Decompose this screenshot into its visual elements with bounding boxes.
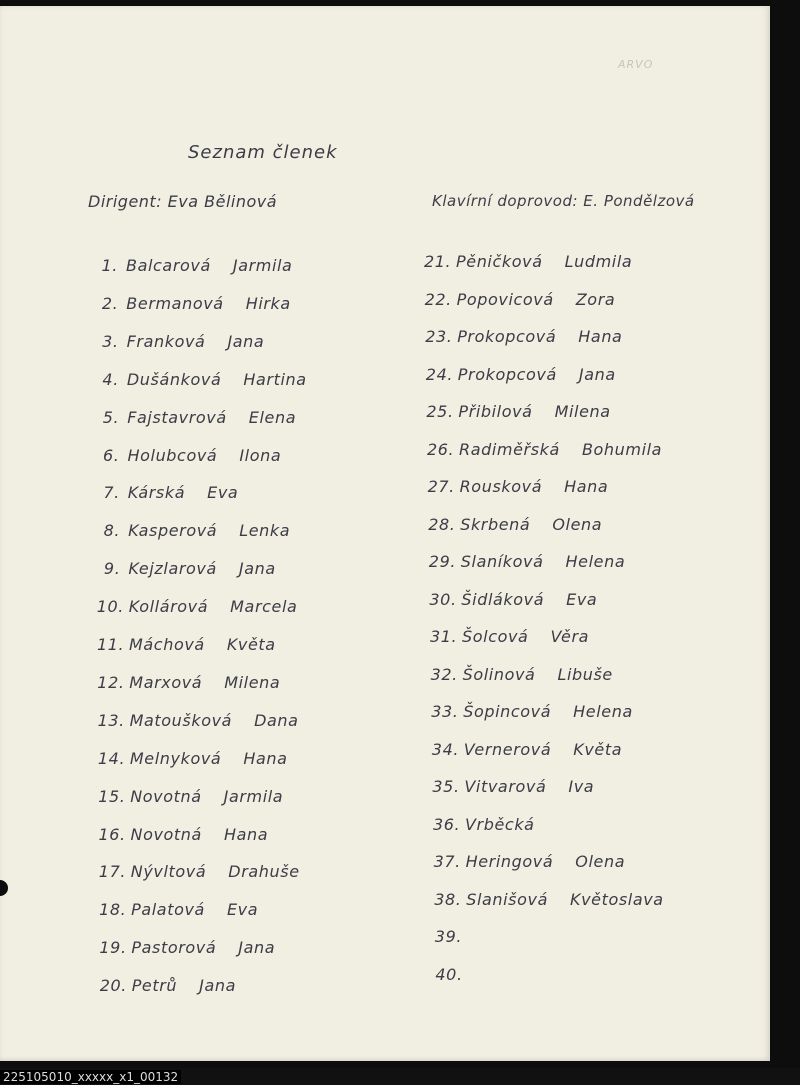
member-given-name: Jana bbox=[238, 559, 276, 579]
member-number: 25. bbox=[426, 402, 454, 421]
member-given-name: Květa bbox=[226, 635, 276, 654]
member-row bbox=[426, 402, 610, 421]
member-surname: Přibilová bbox=[458, 402, 533, 421]
member-row bbox=[428, 515, 602, 534]
member-number: 37. bbox=[433, 852, 461, 871]
member-surname: Heringová bbox=[465, 852, 554, 871]
member-surname: Franková bbox=[126, 331, 206, 351]
member-surname: Vernerová bbox=[463, 739, 552, 759]
member-row bbox=[99, 938, 275, 957]
member-number: 21. bbox=[424, 252, 452, 271]
member-given-name: Eva bbox=[207, 483, 239, 503]
member-surname: Matoušková bbox=[129, 710, 233, 730]
member-number: 28. bbox=[428, 514, 456, 534]
member-row bbox=[96, 446, 282, 465]
conductor-line: Dirigent: Eva Bělinová bbox=[88, 192, 278, 211]
member-row bbox=[95, 332, 265, 351]
member-number: 23. bbox=[425, 327, 453, 346]
member-surname: Radiměřská bbox=[459, 439, 560, 459]
member-row bbox=[434, 890, 664, 909]
member-number: 32. bbox=[430, 664, 458, 684]
member-row bbox=[95, 370, 307, 389]
member-surname: Slaníková bbox=[460, 552, 544, 571]
member-row bbox=[97, 597, 298, 616]
member-surname: Balcarová bbox=[126, 256, 211, 275]
member-number: 26. bbox=[427, 439, 455, 459]
member-row bbox=[95, 408, 296, 427]
member-row bbox=[424, 252, 632, 271]
member-row bbox=[97, 673, 280, 692]
member-row bbox=[432, 740, 622, 759]
member-given-name: Věra bbox=[550, 627, 590, 646]
member-given-name: Zora bbox=[575, 289, 616, 309]
member-given-name: Květoslava bbox=[569, 889, 664, 909]
member-number: 5. bbox=[102, 407, 120, 427]
member-number: 8. bbox=[103, 521, 121, 541]
member-given-name: Jarmila bbox=[223, 786, 284, 806]
member-number: 35. bbox=[432, 777, 460, 796]
member-given-name: Květa bbox=[573, 739, 623, 759]
member-row bbox=[430, 627, 589, 646]
member-surname: Petrů bbox=[131, 976, 178, 996]
member-row bbox=[94, 256, 292, 275]
member-surname: Nývltová bbox=[130, 862, 207, 882]
member-number: 1. bbox=[101, 256, 118, 275]
member-given-name: Hirka bbox=[245, 293, 291, 313]
member-given-name: Jana bbox=[578, 364, 616, 384]
member-given-name: Hartina bbox=[243, 369, 307, 389]
member-row bbox=[428, 477, 609, 496]
member-number: 16. bbox=[98, 824, 126, 844]
member-number: 24. bbox=[425, 364, 454, 384]
member-row bbox=[435, 965, 489, 984]
member-given-name: Jarmila bbox=[232, 256, 293, 275]
member-given-name: Hana bbox=[223, 824, 269, 844]
document-page bbox=[0, 6, 770, 1061]
member-row bbox=[99, 825, 269, 844]
member-given-name: Ludmila bbox=[564, 252, 633, 271]
member-given-name: Milena bbox=[224, 672, 281, 692]
member-row bbox=[96, 559, 275, 578]
member-given-name: Lenka bbox=[239, 521, 291, 541]
member-given-name: Hana bbox=[243, 748, 288, 768]
member-given-name: Helena bbox=[573, 702, 633, 721]
member-number: 7. bbox=[103, 483, 120, 503]
member-given-name: Jana bbox=[199, 976, 237, 996]
member-surname: Melnyková bbox=[129, 748, 222, 768]
member-surname: Prokopcová bbox=[457, 364, 557, 384]
member-given-name: Elena bbox=[248, 407, 297, 427]
member-row bbox=[434, 852, 626, 871]
member-row bbox=[427, 440, 662, 459]
member-number: 19. bbox=[99, 938, 127, 958]
member-row bbox=[100, 976, 236, 995]
member-number: 18. bbox=[99, 900, 127, 920]
member-row bbox=[99, 862, 300, 881]
member-surname: Rousková bbox=[459, 477, 543, 496]
document-title: Seznam členek bbox=[188, 142, 338, 163]
member-number: 27. bbox=[427, 477, 455, 496]
member-surname: Novotná bbox=[130, 824, 202, 844]
archive-mark: ARVO bbox=[618, 58, 654, 71]
member-row bbox=[426, 365, 616, 384]
member-given-name: Eva bbox=[226, 900, 259, 920]
member-number: 14. bbox=[97, 748, 126, 768]
member-number: 11. bbox=[97, 635, 125, 654]
member-number: 13. bbox=[97, 710, 125, 730]
member-surname: Palatová bbox=[131, 900, 205, 920]
member-surname: Šolinová bbox=[462, 664, 536, 684]
member-surname: Fajstavrová bbox=[127, 407, 227, 427]
member-number: 31. bbox=[430, 627, 458, 646]
member-row bbox=[432, 777, 594, 796]
member-given-name: Drahuše bbox=[228, 862, 300, 882]
member-row bbox=[96, 483, 239, 502]
member-surname: Skrbená bbox=[460, 514, 531, 534]
member-given-name: Marcela bbox=[230, 597, 298, 617]
member-surname: Pastorová bbox=[131, 938, 217, 958]
image-identifier: 225105010_xxxxx_x1_00132 bbox=[0, 1070, 181, 1084]
member-given-name: Bohumila bbox=[581, 439, 663, 459]
member-row bbox=[96, 521, 290, 540]
member-number: 15. bbox=[98, 786, 126, 806]
member-row bbox=[425, 327, 622, 346]
member-number: 6. bbox=[103, 445, 120, 465]
member-surname: Máchová bbox=[129, 635, 205, 654]
member-number: 20. bbox=[99, 976, 127, 996]
member-given-name: Jana bbox=[238, 938, 276, 958]
member-row bbox=[431, 702, 633, 721]
member-surname: Šidláková bbox=[461, 589, 545, 609]
member-row bbox=[98, 787, 283, 806]
member-number: 34. bbox=[431, 739, 460, 759]
member-surname: Popovicová bbox=[456, 289, 554, 309]
member-surname: Bermanová bbox=[126, 293, 224, 313]
accompanist-line: Klavírní doprovod: E. Pondělzová bbox=[432, 192, 695, 210]
member-number: 2. bbox=[101, 293, 119, 313]
member-surname: Šolcová bbox=[462, 627, 529, 646]
member-given-name: Dana bbox=[254, 710, 299, 730]
member-given-name: Libuše bbox=[557, 664, 613, 684]
member-number: 10. bbox=[96, 597, 124, 617]
member-row bbox=[435, 927, 489, 946]
member-row bbox=[431, 665, 613, 684]
member-given-name: Helena bbox=[565, 552, 626, 571]
member-row bbox=[425, 290, 616, 309]
member-surname: Kárská bbox=[127, 483, 186, 503]
member-number: 40. bbox=[435, 964, 463, 984]
member-number: 29. bbox=[428, 552, 457, 571]
member-surname: Prokopcová bbox=[457, 327, 557, 346]
member-number: 22. bbox=[424, 289, 452, 309]
member-number: 9. bbox=[103, 559, 121, 579]
member-number: 17. bbox=[98, 862, 127, 882]
member-surname: Kejzlarová bbox=[128, 559, 217, 579]
member-number: 4. bbox=[102, 369, 119, 389]
member-row bbox=[97, 635, 276, 654]
member-row bbox=[429, 552, 625, 571]
member-number: 39. bbox=[434, 927, 463, 946]
member-number: 36. bbox=[433, 814, 461, 834]
member-number: 33. bbox=[431, 702, 459, 721]
member-given-name: Ilona bbox=[239, 445, 282, 465]
member-surname: Vitvarová bbox=[464, 777, 547, 796]
member-given-name: Milena bbox=[554, 402, 611, 421]
member-given-name: Olena bbox=[575, 852, 626, 871]
member-surname: Slanišová bbox=[466, 889, 548, 909]
member-number: 12. bbox=[97, 672, 125, 692]
member-surname: Kollárová bbox=[128, 597, 209, 617]
member-row bbox=[99, 900, 258, 919]
member-row bbox=[429, 590, 597, 609]
member-surname: Marxová bbox=[129, 672, 203, 692]
member-row bbox=[94, 294, 291, 313]
member-row bbox=[98, 711, 299, 730]
member-row bbox=[98, 749, 288, 768]
member-number: 3. bbox=[102, 331, 119, 351]
member-surname: Šopincová bbox=[463, 702, 552, 721]
member-given-name: Hana bbox=[578, 327, 623, 346]
member-number: 30. bbox=[429, 589, 457, 609]
member-surname: Kasperová bbox=[128, 521, 218, 541]
member-given-name: Eva bbox=[566, 589, 598, 609]
member-surname: Dušánková bbox=[126, 369, 222, 389]
member-given-name: Iva bbox=[568, 777, 595, 796]
member-given-name: Olena bbox=[552, 514, 603, 534]
member-number: 38. bbox=[434, 889, 462, 909]
member-given-name: Jana bbox=[227, 331, 265, 351]
member-surname: Pěničková bbox=[456, 252, 543, 271]
member-surname: Holubcová bbox=[127, 445, 218, 465]
member-row bbox=[433, 815, 557, 834]
member-given-name: Hana bbox=[564, 477, 609, 496]
member-surname: Novotná bbox=[130, 786, 202, 806]
member-surname: Vrběcká bbox=[465, 814, 535, 834]
